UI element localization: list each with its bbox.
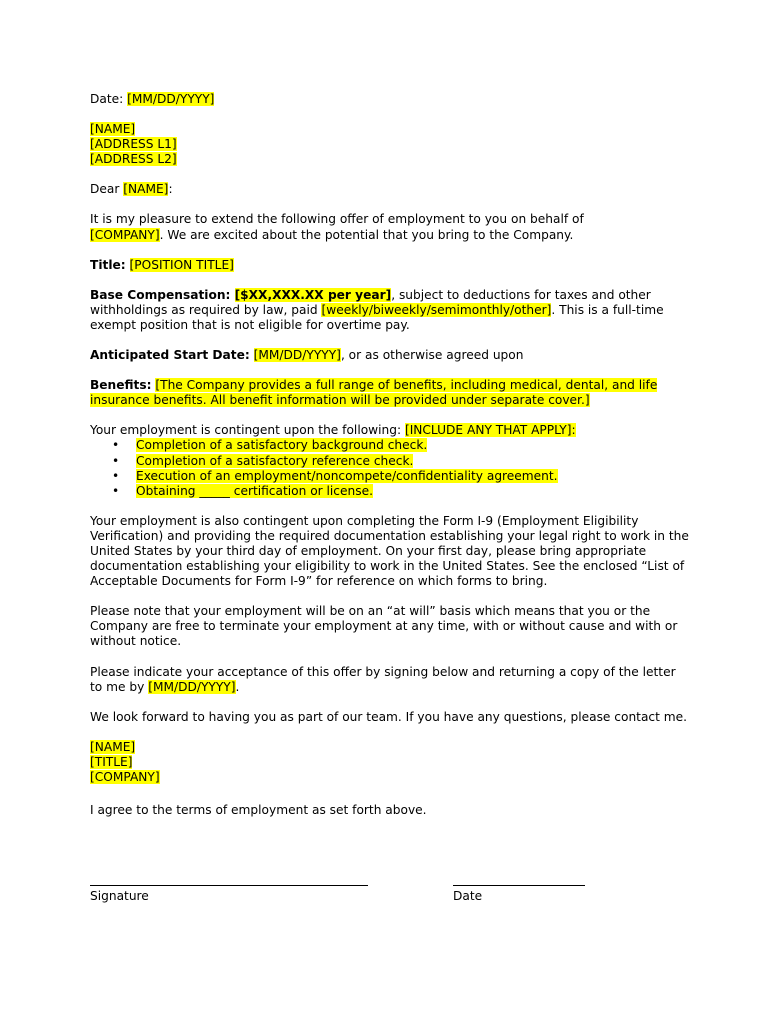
start-date-placeholder: [MM/DD/YYYY] — [253, 348, 341, 363]
sender-title: [TITLE] — [90, 754, 133, 769]
include-any-placeholder: [INCLUDE ANY THAT APPLY]: — [404, 423, 576, 438]
date-placeholder: [MM/DD/YYYY] — [127, 92, 215, 106]
list-item: • Completion of a satisfactory reference check. — [90, 454, 690, 469]
position-title-placeholder: [POSITION TITLE] — [129, 257, 234, 272]
list-item: • Obtaining _____ certification or license. — [90, 484, 690, 499]
title-line: Title: [POSITION TITLE] — [90, 257, 234, 272]
company-placeholder: [COMPANY] — [90, 227, 160, 242]
agreement-statement: I agree to the terms of employment as set forth above. — [90, 803, 427, 818]
letter-body — [90, 92, 690, 818]
i9-paragraph: Your employment is also contingent upon completing the Form I-9 (Employment Eligibility Verification) and providing the required documentation establishing your legal right to work in the United States by your third day of employment. On your first day, please bring appropriate documentation establishing your eligibility to work in the United States. See the enclosed “List of Acceptable Documents for Form I-9” for reference on which forms to bring. — [90, 513, 689, 589]
acceptance-paragraph: Please indicate your acceptance of this offer by signing below and returning a copy of the letter to me by [MM/DD/YYYY]. — [90, 664, 676, 694]
date-label: Date — [453, 889, 483, 903]
intro-paragraph: It is my pleasure to extend the following offer of employment to you on behalf of [COMPANY]. We are excited about the potential that you bring to the Company. — [90, 212, 584, 242]
return-date-placeholder: [MM/DD/YYYY] — [148, 679, 236, 694]
recipient-address-l2: [ADDRESS L2] — [90, 152, 177, 167]
sender-name: [NAME] — [90, 739, 136, 754]
date-line: Date: [MM/DD/YYYY] — [90, 92, 215, 106]
contingent-intro: Your employment is contingent upon the following: [INCLUDE ANY THAT APPLY]: — [90, 423, 576, 438]
benefits-paragraph: Benefits: [The Company provides a full range of benefits, including medical, dental, and life insurance benefits. All benefit information will be provided under separate cover.] — [90, 378, 658, 408]
greeting: Dear [NAME]: — [90, 182, 173, 197]
start-date-line: Anticipated Start Date: [MM/DD/YYYY], or as otherwise agreed upon — [90, 348, 524, 363]
closing-paragraph: We look forward to having you as part of our team. If you have any questions, please contact me. — [90, 709, 688, 724]
list-item: • Execution of an employment/noncompete/confidentiality agreement. — [90, 469, 690, 484]
sender-company: [COMPANY] — [90, 770, 160, 784]
salary-placeholder: [$XX,XXX.XX per year] — [234, 287, 392, 302]
pay-frequency-placeholder: [weekly/biweekly/semimonthly/other] — [321, 302, 552, 317]
benefits-placeholder: [The Company provides a full range of benefits, including medical, dental, and life insurance benefits. All benefit information will be provided under separate cover.] — [90, 378, 658, 408]
list-item: • Completion of a satisfactory background check. — [90, 438, 690, 453]
signature-label: Signature — [90, 889, 149, 903]
greeting-name: [NAME] — [123, 182, 169, 197]
date-signature-line — [453, 885, 585, 886]
recipient-address-l1: [ADDRESS L1] — [90, 137, 177, 152]
at-will-paragraph: Please note that your employment will be on an “at will” basis which means that you or the Company are free to terminate your employment at any time, with or without cause and with or without notice. — [90, 604, 678, 649]
recipient-name: [NAME] — [90, 122, 136, 137]
contingency-list — [90, 438, 690, 498]
signature-line — [90, 885, 368, 886]
compensation-paragraph: Base Compensation: [$XX,XXX.XX per year], subject to deductions for taxes and other withholdings as required by law, paid [weekly/biweekly/semimonthly/other]. This is a full-time exempt position that is not eligible for overtime pay. — [90, 287, 664, 332]
